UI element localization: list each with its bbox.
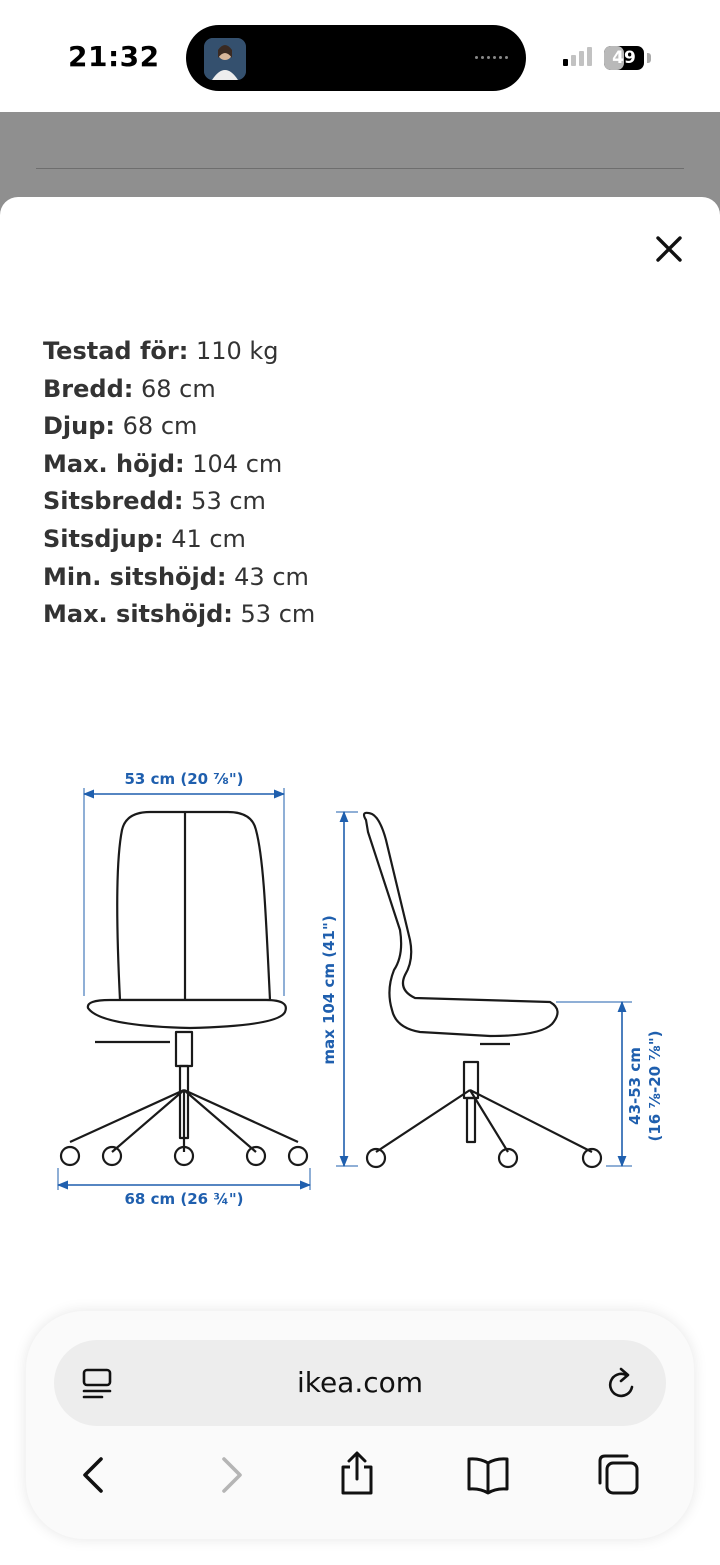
now-playing-thumbnail: [204, 38, 246, 80]
base-width-dimension: [58, 1168, 310, 1208]
spec-label: Sitsdjup:: [43, 524, 164, 553]
share-icon[interactable]: [333, 1449, 381, 1497]
divider: [36, 168, 684, 169]
seat-height-inch-label: (16 ⅞-20 ⅞"): [646, 1030, 664, 1142]
base-width-label: 68 cm (26 ¾"): [124, 1190, 244, 1208]
spec-row: [43, 483, 683, 521]
url-text[interactable]: ikea.com: [296, 1366, 424, 1399]
forward-icon[interactable]: [206, 1451, 254, 1499]
spec-label: Bredd:: [43, 374, 134, 403]
seat-width-label: 53 cm (20 ⅞"): [124, 770, 244, 788]
cellular-signal-icon: [563, 47, 592, 66]
spec-value: 53 cm: [240, 600, 316, 629]
tabs-icon[interactable]: [594, 1451, 642, 1499]
spec-label: Max. sitshöjd:: [43, 600, 233, 629]
tab-overview-icon[interactable]: [74, 1360, 122, 1408]
battery-percentage: 49: [612, 48, 636, 68]
spec-row: [43, 371, 683, 409]
spec-value: 68 cm: [122, 412, 198, 441]
spec-row: [43, 333, 683, 371]
spec-label: Min. sitshöjd:: [43, 562, 227, 591]
chair-side-view: [364, 813, 601, 1167]
spec-label: Djup:: [43, 412, 116, 441]
chair-dimension-diagram: [40, 760, 680, 1220]
audio-waveform-icon: [475, 56, 508, 59]
seat-height-label: 43-53 cm: [626, 1047, 644, 1125]
spec-value: 68 cm: [141, 374, 216, 403]
spec-row: [43, 408, 683, 446]
chair-front-view: [61, 812, 307, 1165]
max-height-label: max 104 cm (41"): [320, 915, 338, 1065]
spec-label: Sitsbredd:: [43, 487, 184, 516]
spec-value: 43 cm: [234, 562, 309, 591]
spec-value: 104 cm: [192, 449, 283, 478]
spec-label: Max. höjd:: [43, 449, 185, 478]
back-icon[interactable]: [71, 1451, 119, 1499]
status-bar: [0, 0, 720, 112]
spec-row: [43, 521, 683, 559]
max-height-dimension: [320, 812, 358, 1166]
dynamic-island[interactable]: [186, 25, 526, 91]
bookmarks-icon[interactable]: [464, 1451, 512, 1499]
product-measurements: [43, 333, 683, 634]
spec-row: [43, 559, 683, 597]
spec-value: 53 cm: [191, 487, 266, 516]
spec-row: [43, 446, 683, 484]
spec-label: Testad för:: [43, 337, 189, 365]
clock: 21:32: [68, 40, 160, 73]
battery-icon: [604, 46, 644, 70]
close-icon[interactable]: [652, 232, 686, 266]
spec-value: 41 cm: [171, 524, 246, 553]
reload-icon[interactable]: [598, 1360, 646, 1408]
spec-value: 110 kg: [195, 337, 279, 365]
address-bar[interactable]: [54, 1340, 666, 1426]
battery-cap: [647, 53, 651, 63]
spec-row: [43, 596, 683, 634]
